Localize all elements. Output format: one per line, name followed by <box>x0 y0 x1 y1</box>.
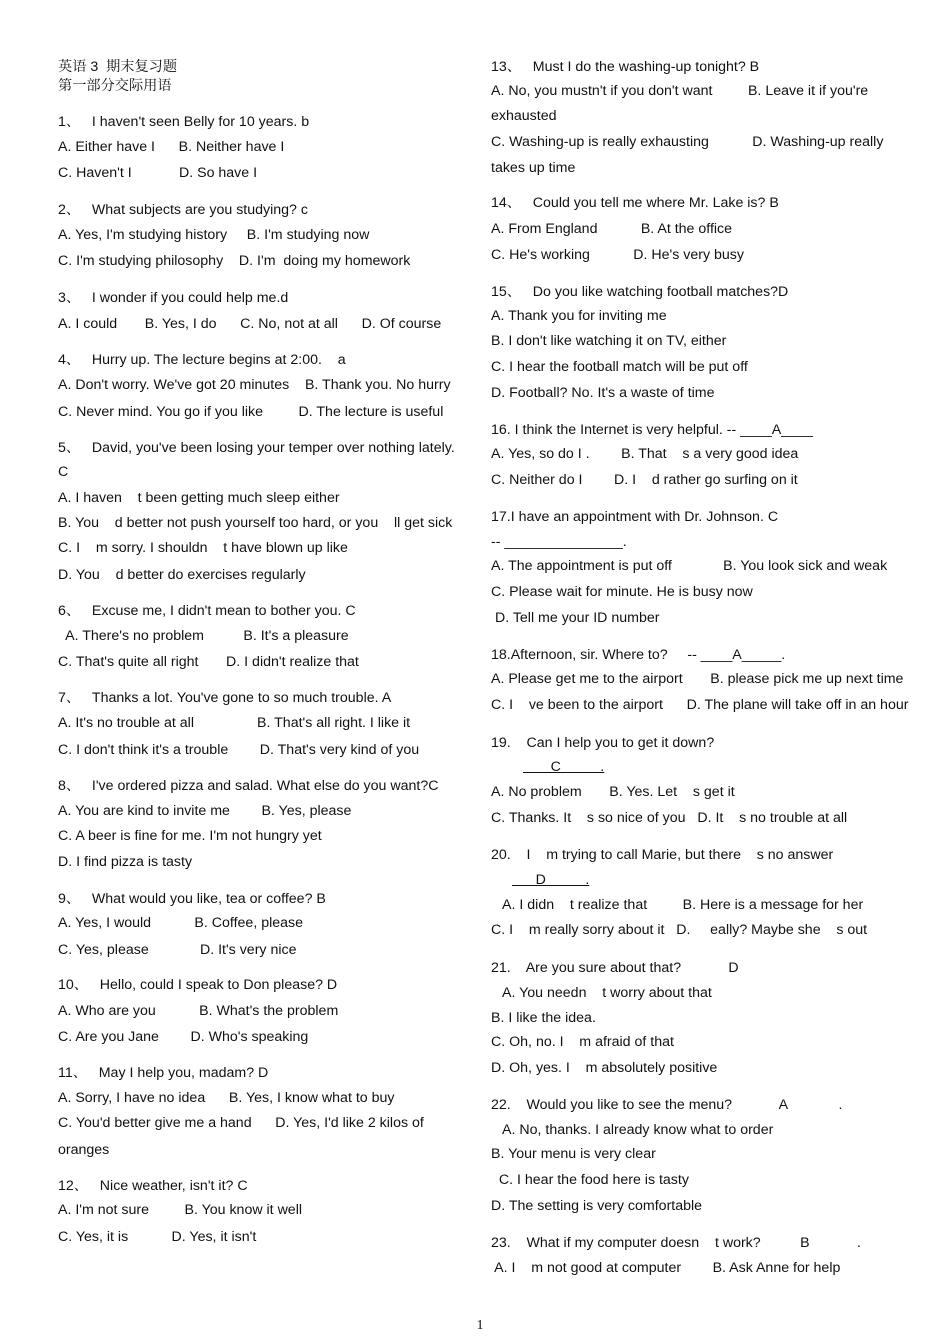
options-line: D. Football? No. It's a waste of time <box>491 385 715 401</box>
options-line: B. You d better not push yourself too hard, or you ll get sick <box>58 515 453 531</box>
answer-blank: C . <box>523 759 605 775</box>
options-line: C. I m really sorry about it D. eally? Maybe she s out <box>491 922 868 938</box>
options-line: A. No, you mustn't if you don't want B. Leave it if you're <box>491 83 869 99</box>
question-20: 20. I m trying to call Marie, but there s no answer <box>491 847 834 863</box>
question-6: 6、 Excuse me, I didn't mean to bother you. C <box>58 603 356 619</box>
question-17: 17.I have an appointment with Dr. Johnson. C <box>491 509 779 525</box>
question-5-answer: C <box>58 464 69 480</box>
question-22: 22. Would you like to see the menu? A . <box>491 1097 843 1113</box>
options-line: A. You needn t worry about that <box>491 985 712 1001</box>
options-line: C. That's quite all right D. I didn't realize that <box>58 654 359 670</box>
options-line: C. I'm studying philosophy D. I'm doing my homework <box>58 253 411 269</box>
options-line: C. Yes, please D. It's very nice <box>58 942 297 958</box>
question-9: 9、 What would you like, tea or coffee? B <box>58 891 326 907</box>
section-heading: 第一部分交际用语 <box>58 78 172 94</box>
options-line: A. Yes, so do I . B. That s a very good idea <box>491 446 799 462</box>
options-line: A. Don't worry. We've got 20 minutes B. Thank you. No hurry <box>58 377 451 393</box>
options-line: A. The appointment is put off B. You look sick and weak <box>491 558 888 574</box>
options-line: D. You d better do exercises regularly <box>58 567 306 583</box>
options-line: A. I m not good at computer B. Ask Anne for help <box>491 1260 841 1276</box>
question-10: 10、 Hello, could I speak to Don please? D <box>58 977 338 993</box>
options-line: C. You'd better give me a hand D. Yes, I'd like 2 kilos of <box>58 1115 424 1131</box>
question-18: 18.Afternoon, sir. Where to? -- ____A_____. <box>491 647 786 663</box>
options-line: C. Please wait for minute. He is busy now <box>491 584 753 600</box>
options-line: C. Oh, no. I m afraid of that <box>491 1034 674 1050</box>
options-line: B. I don't like watching it on TV, either <box>491 333 727 349</box>
options-line: C. Yes, it is D. Yes, it isn't <box>58 1229 257 1245</box>
options-line: A. Sorry, I have no idea B. Yes, I know what to buy <box>58 1090 395 1106</box>
question-1: 1、 I haven't seen Belly for 10 years. b <box>58 114 310 130</box>
options-line: A. Who are you B. What's the problem <box>58 1003 339 1019</box>
question-23: 23. What if my computer doesn t work? B . <box>491 1235 861 1251</box>
options-line: A. Thank you for inviting me <box>491 308 667 324</box>
answer-blank: D . <box>512 872 590 888</box>
options-line: D. The setting is very comfortable <box>491 1198 703 1214</box>
options-line: A. I'm not sure B. You know it well <box>58 1202 303 1218</box>
question-13: 13、 Must I do the washing-up tonight? B <box>491 59 760 75</box>
options-line: C. I hear the football match will be put off <box>491 359 748 375</box>
question-7: 7、 Thanks a lot. You've gone to so much trouble. A <box>58 690 392 706</box>
question-4: 4、 Hurry up. The lecture begins at 2:00. a <box>58 352 346 368</box>
options-line: C. I m sorry. I shouldn t have blown up like <box>58 540 348 556</box>
question-12: 12、 Nice weather, isn't it? C <box>58 1178 248 1194</box>
options-line: A. Either have I B. Neither have I <box>58 139 285 155</box>
page-number: 1 <box>476 1318 484 1333</box>
options-line: oranges <box>58 1142 110 1158</box>
options-line: A. I could B. Yes, I do C. No, not at all D. Of course <box>58 316 442 332</box>
question-8: 8、 I've ordered pizza and salad. What else do you want?C <box>58 778 439 794</box>
options-line: C. I ve been to the airport D. The plane will take off in an hour <box>491 697 909 713</box>
options-line: D. Tell me your ID number <box>491 610 660 626</box>
question-2: 2、 What subjects are you studying? c <box>58 202 308 218</box>
options-line: C. He's working D. He's very busy <box>491 247 744 263</box>
options-line: A. No problem B. Yes. Let s get it <box>491 784 735 800</box>
question-21: 21. Are you sure about that? D <box>491 960 739 976</box>
question-15: 15、 Do you like watching football matches?D <box>491 284 789 300</box>
options-line: A. No, thanks. I already know what to order <box>491 1122 774 1138</box>
question-16: 16. I think the Internet is very helpful. -- ____A____ <box>491 422 813 438</box>
options-line: A. I haven t been getting much sleep either <box>58 490 340 506</box>
options-line: B. Your menu is very clear <box>491 1146 656 1162</box>
options-line: A. Yes, I would B. Coffee, please <box>58 915 304 931</box>
options-line: A. You are kind to invite me B. Yes, please <box>58 803 352 819</box>
options-line: C. Haven't I D. So have I <box>58 165 258 181</box>
options-line: A. It's no trouble at all B. That's all right. I like it <box>58 715 411 731</box>
question-14: 14、 Could you tell me where Mr. Lake is? B <box>491 195 779 211</box>
options-line: C. Thanks. It s so nice of you D. It s no trouble at all <box>491 810 848 826</box>
options-line: C. I hear the food here is tasty <box>491 1172 689 1188</box>
question-3: 3、 I wonder if you could help me.d <box>58 290 289 306</box>
options-line: C. Neither do I D. I d rather go surfing on it <box>491 472 798 488</box>
options-line: D. I find pizza is tasty <box>58 854 193 870</box>
options-line: C. A beer is fine for me. I'm not hungry yet <box>58 828 322 844</box>
options-line: exhausted <box>491 108 557 124</box>
options-line: C. I don't think it's a trouble D. That's very kind of you <box>58 742 420 758</box>
options-line: C. Never mind. You go if you like D. The lecture is useful <box>58 404 444 420</box>
answer-blank: -- _______________. <box>491 534 627 550</box>
options-line: A. I didn t realize that B. Here is a message for her <box>491 897 864 913</box>
options-line: A. From England B. At the office <box>491 221 733 237</box>
question-11: 11、 May I help you, madam? D <box>58 1065 269 1081</box>
options-line: takes up time <box>491 160 576 176</box>
options-line: D. Oh, yes. I m absolutely positive <box>491 1060 718 1076</box>
options-line: C. Washing-up is really exhausting D. Washing-up really <box>491 134 884 150</box>
options-line: A. Yes, I'm studying history B. I'm studying now <box>58 227 370 243</box>
options-line: A. There's no problem B. It's a pleasure <box>58 628 349 644</box>
options-line: A. Please get me to the airport B. please pick me up next time <box>491 671 904 687</box>
question-19: 19. Can I help you to get it down? <box>491 735 715 751</box>
options-line: B. I like the idea. <box>491 1010 596 1026</box>
document-title: 英语 3 期末复习题 <box>58 59 178 75</box>
options-line: C. Are you Jane D. Who's speaking <box>58 1029 309 1045</box>
question-5: 5、 David, you've been losing your temper over nothing lately. <box>58 440 455 456</box>
